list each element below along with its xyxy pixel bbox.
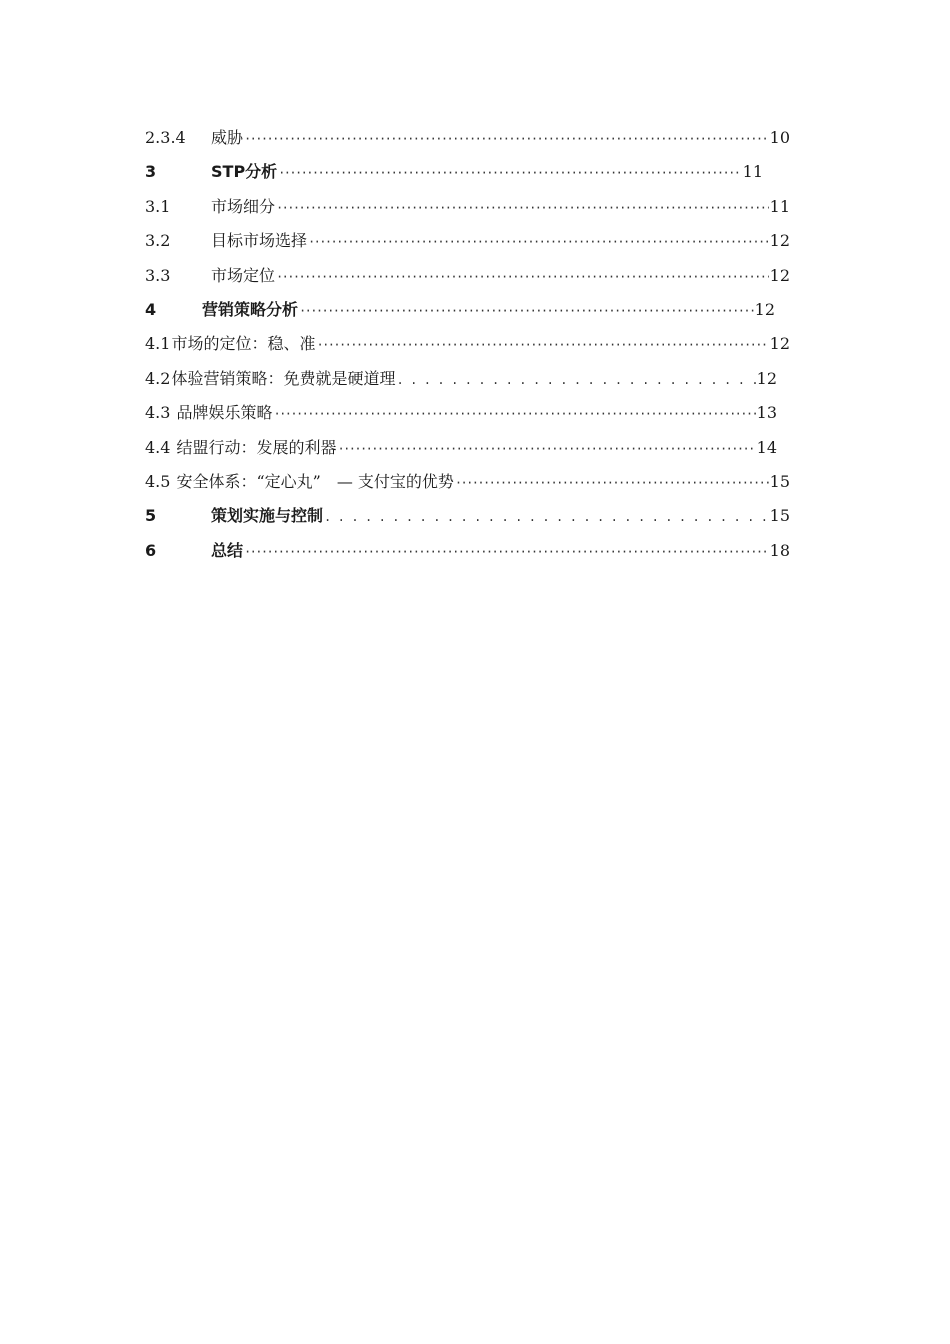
toc-leader bbox=[244, 122, 769, 156]
toc-page-number: 12 bbox=[769, 334, 790, 354]
toc-page-number: 11 bbox=[742, 162, 763, 182]
toc-number: 4 bbox=[145, 299, 157, 319]
table-of-contents bbox=[145, 121, 790, 568]
toc-title: 目标市场选择 bbox=[211, 231, 308, 251]
toc-page-number: 11 bbox=[769, 196, 790, 216]
toc-leader bbox=[337, 432, 755, 466]
toc-page-number: 10 bbox=[769, 128, 790, 147]
toc-page-number: 13 bbox=[756, 403, 777, 423]
toc-number: 3.3 bbox=[145, 265, 171, 285]
toc-number: 3.2 bbox=[145, 231, 171, 251]
toc-entry-3-1[interactable] bbox=[145, 190, 790, 224]
toc-entry-4-4[interactable] bbox=[145, 431, 777, 465]
toc-entry-3-3[interactable] bbox=[145, 259, 790, 293]
toc-entry-4-3[interactable] bbox=[145, 396, 777, 430]
toc-title: 总结 bbox=[211, 540, 244, 560]
toc-number: 4.2 bbox=[145, 368, 171, 388]
toc-page-number: 12 bbox=[769, 231, 790, 251]
toc-entry-2-3-4[interactable] bbox=[145, 121, 790, 155]
toc-page-number: 12 bbox=[769, 265, 790, 285]
toc-leader bbox=[278, 156, 741, 190]
toc-number: 2.3.4 bbox=[145, 128, 186, 147]
toc-number: 3.1 bbox=[145, 196, 171, 216]
toc-entry-3-2[interactable] bbox=[145, 224, 790, 258]
toc-title: 市场的定位：稳、准 bbox=[171, 334, 316, 354]
toc-entry-4-2[interactable] bbox=[145, 362, 777, 396]
toc-entry-4-5[interactable] bbox=[145, 465, 790, 499]
toc-title: 结盟行动：发展的利器 bbox=[176, 437, 337, 457]
toc-number: 6 bbox=[145, 540, 157, 560]
toc-number: 4.4 bbox=[145, 437, 171, 457]
toc-page-number: 12 bbox=[756, 368, 777, 388]
toc-leader bbox=[299, 294, 754, 328]
toc-title: 品牌娱乐策略 bbox=[176, 403, 273, 423]
toc-leader bbox=[324, 500, 769, 534]
toc-page-number: 12 bbox=[754, 299, 775, 319]
toc-title: 市场定位 bbox=[211, 265, 276, 285]
toc-number: 5 bbox=[145, 506, 157, 526]
toc-leader bbox=[455, 466, 769, 500]
toc-leader bbox=[273, 397, 755, 431]
toc-page-number: 18 bbox=[769, 540, 790, 560]
toc-leader bbox=[396, 363, 755, 397]
toc-title: 威胁 bbox=[211, 128, 244, 147]
toc-leader bbox=[244, 535, 769, 569]
toc-page-number: 15 bbox=[769, 471, 790, 491]
toc-entry-4[interactable] bbox=[145, 293, 775, 327]
toc-title: 体验营销策略：免费就是硬道理 bbox=[171, 368, 396, 388]
toc-leader bbox=[276, 191, 769, 225]
toc-number: 4.1 bbox=[145, 334, 171, 354]
toc-leader bbox=[316, 328, 768, 362]
toc-title: 安全体系：“定心丸” — 支付宝的优势 bbox=[176, 471, 454, 491]
toc-number: 4.5 bbox=[145, 471, 171, 491]
toc-leader bbox=[276, 260, 769, 294]
toc-entry-3[interactable] bbox=[145, 155, 763, 189]
toc-page-number: 14 bbox=[756, 437, 777, 457]
toc-entry-4-1[interactable] bbox=[145, 327, 790, 361]
toc-number: 3 bbox=[145, 162, 157, 182]
toc-page-number: 15 bbox=[769, 506, 790, 526]
toc-title: 市场细分 bbox=[211, 196, 276, 216]
toc-title: 营销策略分析 bbox=[202, 299, 299, 319]
toc-title: 策划实施与控制 bbox=[211, 506, 324, 526]
toc-title: STP分析 bbox=[211, 162, 278, 182]
toc-number: 4.3 bbox=[145, 403, 171, 423]
toc-entry-6[interactable] bbox=[145, 534, 790, 568]
toc-entry-5[interactable] bbox=[145, 499, 790, 533]
toc-leader bbox=[308, 225, 769, 259]
